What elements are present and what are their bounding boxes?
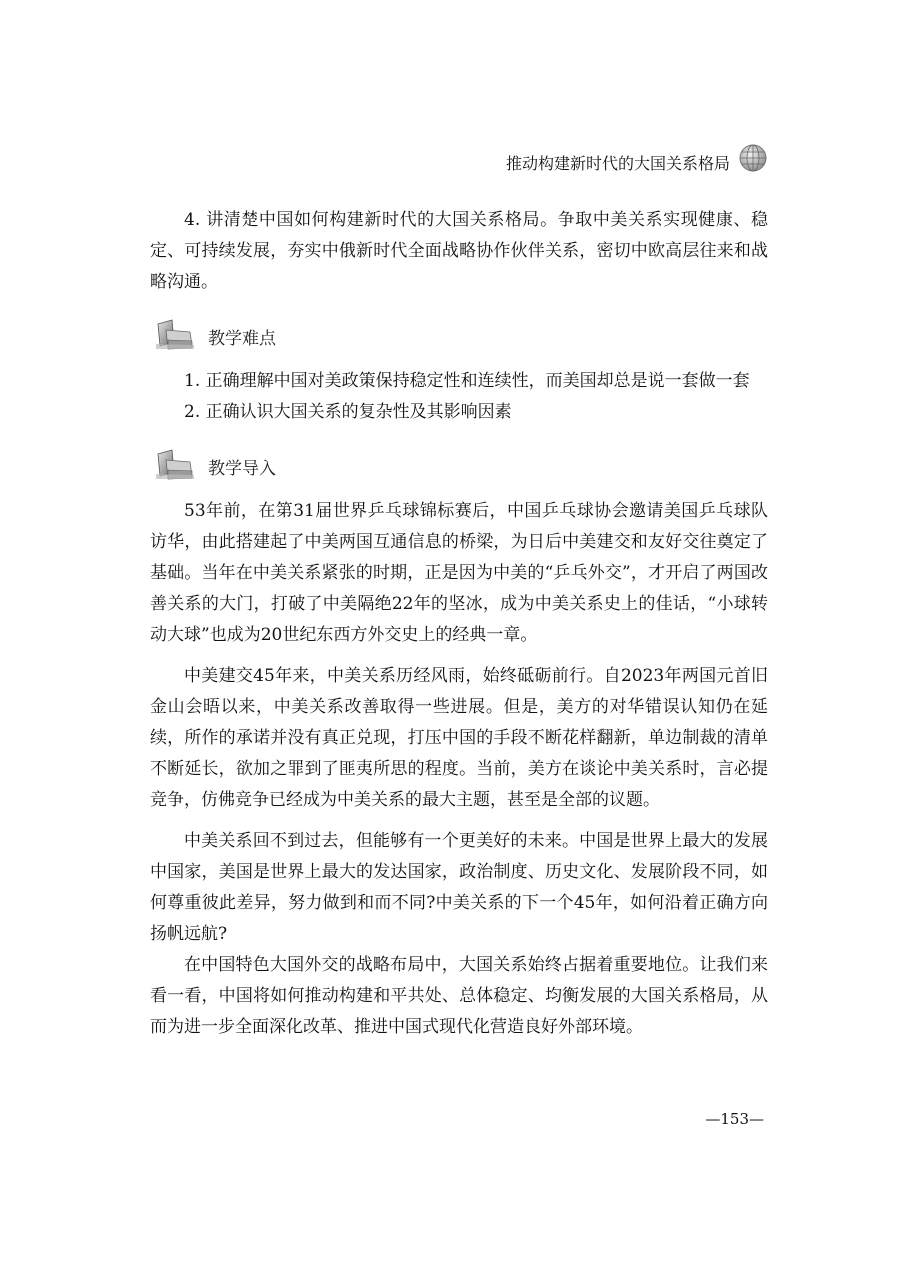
running-header: [470, 143, 770, 179]
section-title-difficulties: 教学难点: [208, 329, 276, 349]
book-icon: [152, 318, 196, 352]
section-heading-difficulties: [150, 316, 768, 356]
objective-item-4: 4. 讲清楚中国如何构建新时代的大国关系格局。争取中美关系实现健康、稳定、可持续发展，夯实中俄新时代全面战略协作伙伴关系，密切中欧高层往来和战略沟通。: [150, 210, 768, 292]
difficulty-item-1: 1. 正确理解中国对美政策保持稳定性和连续性，而美国却总是说一套做一套: [184, 371, 750, 391]
section-title-introduction: 教学导入: [208, 459, 276, 479]
difficulty-item-2: 2. 正确认识大国关系的复杂性及其影响因素: [184, 402, 512, 422]
globe-icon: [738, 143, 768, 173]
intro-paragraph-4: 在中国特色大国外交的战略布局中，大国关系始终占据着重要地位。让我们来看一看，中国将如何推动构建和平共处、总体稳定、均衡发展的大国关系格局，从而为进一步全面深化改革、推进中国式现代化营造良好外部环境。: [150, 955, 768, 1037]
intro-paragraph-3: 中美关系回不到过去，但能够有一个更美好的未来。中国是世界上最大的发展中国家，美国是世界上最大的发达国家，政治制度、历史文化、发展阶段不同，如何尊重彼此差异，努力做到和而不同?中美关系的下一个45年，如何沿着正确方向扬帆远航?: [150, 831, 768, 944]
intro-paragraph-2: 中美建交45年来，中美关系历经风雨，始终砥砺前行。自2023年两国元首旧金山会晤以来，中美关系改善取得一些进展。但是，美方的对华错误认知仍在延续，所作的承诺并没有真正兑现，打压中国的手段不断花样翻新，单边制裁的清单不断延长，欲加之罪到了匪夷所思的程度。当前，美方在谈论中美关系时，言必提竞争，仿佛竞争已经成为中美关系的最大主题，甚至是全部的议题。: [150, 666, 768, 810]
page-number: —153—: [705, 1110, 764, 1128]
page-content: [150, 205, 768, 1043]
section-heading-introduction: [150, 446, 768, 486]
intro-paragraph-1: 53年前，在第31届世界乒乓球锦标赛后，中国乒乓球协会邀请美国乒乓球队访华，由此搭建起了中美两国互通信息的桥梁，为日后中美建交和友好交往奠定了基础。当年在中美关系紧张的时期，正是因为中美的“乒乓外交”，才开启了两国改善关系的大门，打破了中美隔绝22年的坚冰，成为中美关系史上的佳话，“小球转动大球”也成为20世纪东西方外交史上的经典一章。: [150, 501, 768, 645]
running-header-title: 推动构建新时代的大国关系格局: [505, 154, 730, 173]
book-icon: [152, 448, 196, 482]
